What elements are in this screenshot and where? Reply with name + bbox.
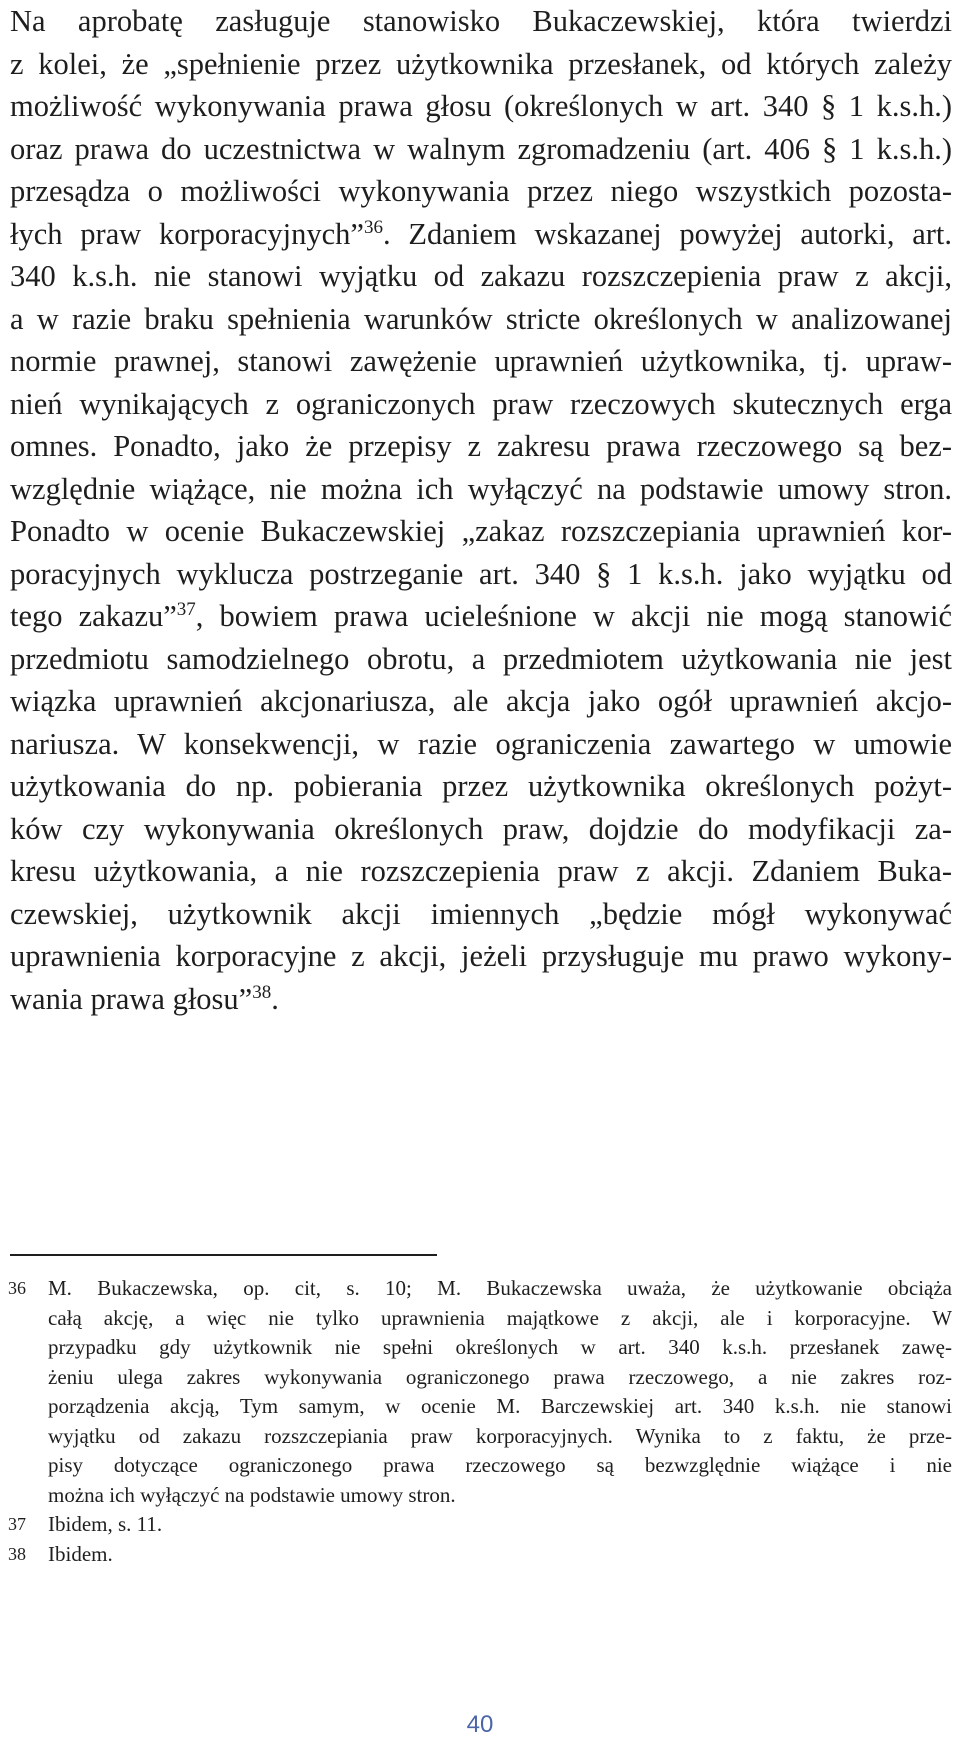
footnote-line: całą akcję, a więc nie tylko uprawnienia majątkowe z akcji, ale i korporacyjne. W bbox=[48, 1305, 952, 1330]
text-line bbox=[10, 213, 952, 256]
footnote-ref-36[interactable]: 36 bbox=[363, 216, 383, 238]
text-line: Ponadto w ocenie Bukaczewskiej „zakaz rozszczepiania uprawnień kor- bbox=[10, 514, 952, 548]
line-text: wania prawa głosu” bbox=[10, 981, 253, 1016]
text-line: nariusza. W konsekwencji, w razie ograniczenia zawartego w umowie bbox=[10, 726, 952, 761]
text-line bbox=[10, 595, 952, 638]
footnote-line: można ich wyłączyć na podstawie umowy stron. bbox=[48, 1482, 456, 1507]
text-line: normie prawnej, stanowi zawężenie uprawnień użytkownika, tj. upraw- bbox=[10, 344, 952, 378]
line-text: . bbox=[271, 981, 279, 1016]
text-line bbox=[10, 978, 952, 1021]
line-text: , bowiem prawa ucieleśnione w akcji nie mogą stanowić bbox=[195, 599, 952, 633]
text-line: czewskiej, użytkownik akcji imiennych „będzie mógł wykonywać bbox=[10, 896, 952, 931]
text-line: 340 k.s.h. nie stanowi wyjątku od zakazu rozszczepienia praw z akcji, bbox=[10, 259, 952, 293]
text-line: nień wynikających z ograniczonych praw rzeczowych skutecznych erga bbox=[10, 386, 952, 421]
line-text: tego zakazu” bbox=[10, 599, 177, 633]
line-text: . Zdaniem wskazanej powyżej autorki, art. bbox=[382, 216, 953, 251]
footnote-ref-37[interactable]: 37 bbox=[176, 598, 196, 620]
footnote-number: 36 bbox=[8, 1278, 26, 1298]
footnote-line: przypadku gdy użytkownik nie spełni określonych w art. 340 k.s.h. przesłanek zawę- bbox=[48, 1335, 952, 1359]
text-line: ków czy wykonywania określonych praw, dojdzie do modyfikacji za- bbox=[10, 811, 952, 846]
main-paragraph bbox=[10, 0, 952, 1020]
footnote-line: żeniu ulega zakres wykonywania ograniczonego prawa rzeczowego, a nie zakres roz- bbox=[48, 1364, 952, 1389]
footnote-text bbox=[48, 1274, 952, 1510]
text-line: względnie wiążące, nie można ich wyłączyć na podstawie umowy stron. bbox=[10, 471, 952, 506]
footnote-number: 38 bbox=[8, 1544, 26, 1564]
text-line: wiązka uprawnień akcjonariusza, ale akcja jako ogół uprawnień akcjo- bbox=[10, 684, 952, 718]
text-line: omnes. Ponadto, jako że przepisy z zakresu prawa rzeczowego są bez- bbox=[10, 429, 952, 463]
footnote-line: porządzenia akcją, Tym samym, w ocenie M. Barczewskiej art. 340 k.s.h. nie stanowi bbox=[48, 1394, 952, 1418]
text-line: możliwość wykonywania prawa głosu (określonych w art. 340 § 1 k.s.h.) bbox=[10, 89, 952, 123]
footnote-ref-38[interactable]: 38 bbox=[252, 981, 272, 1003]
text-line: uprawnienia korporacyjne z akcji, jeżeli przysługuje mu prawo wykony- bbox=[10, 939, 952, 973]
text-line: Na aprobatę zasługuje stanowisko Bukaczewskiej, która twierdzi bbox=[10, 4, 952, 38]
footnote-line: Ibidem. bbox=[48, 1542, 113, 1566]
text-line: przesądza o możliwości wykonywania przez niego wszystkich pozosta- bbox=[10, 174, 952, 208]
footnote-line: M. Bukaczewska, op. cit, s. 10; M. Bukaczewska uważa, że użytkowanie obciąża bbox=[48, 1276, 952, 1300]
text-line: a w razie braku spełnienia warunków stricte określonych w analizowanej bbox=[10, 301, 952, 336]
text-line: przedmiotu samodzielnego obrotu, a przedmiotem użytkowania nie jest bbox=[10, 641, 952, 676]
footnote-text bbox=[48, 1510, 952, 1540]
text-line: kresu użytkowania, a nie rozszczepienia praw z akcji. Zdaniem Buka- bbox=[10, 854, 952, 888]
text-line: oraz prawa do uczestnictwa w walnym zgromadzeniu (art. 406 § 1 k.s.h.) bbox=[10, 131, 952, 166]
footnote-line: pisy dotyczące ograniczonego prawa rzeczowego są bezwzględnie wiążące i nie bbox=[48, 1453, 952, 1477]
footnote-line: wyjątku od zakazu rozszczepiania praw korporacyjnych. Wynika to z faktu, że prze- bbox=[48, 1423, 952, 1448]
text-line: poracyjnych wyklucza postrzeganie art. 340 § 1 k.s.h. jako wyjątku od bbox=[10, 556, 952, 591]
footnote-text bbox=[48, 1540, 952, 1570]
text-line: użytkowania do np. pobierania przez użytkownika określonych pożyt- bbox=[10, 769, 952, 803]
text-line: z kolei, że „spełnienie przez użytkownika przesłanek, od których zależy bbox=[10, 46, 952, 81]
footnote-line: Ibidem, s. 11. bbox=[48, 1512, 163, 1536]
footnote-divider bbox=[10, 1254, 437, 1256]
footnote-number: 37 bbox=[8, 1514, 26, 1534]
page-number: 40 bbox=[466, 1711, 494, 1738]
line-text: łych praw korporacyjnych” bbox=[10, 216, 364, 251]
